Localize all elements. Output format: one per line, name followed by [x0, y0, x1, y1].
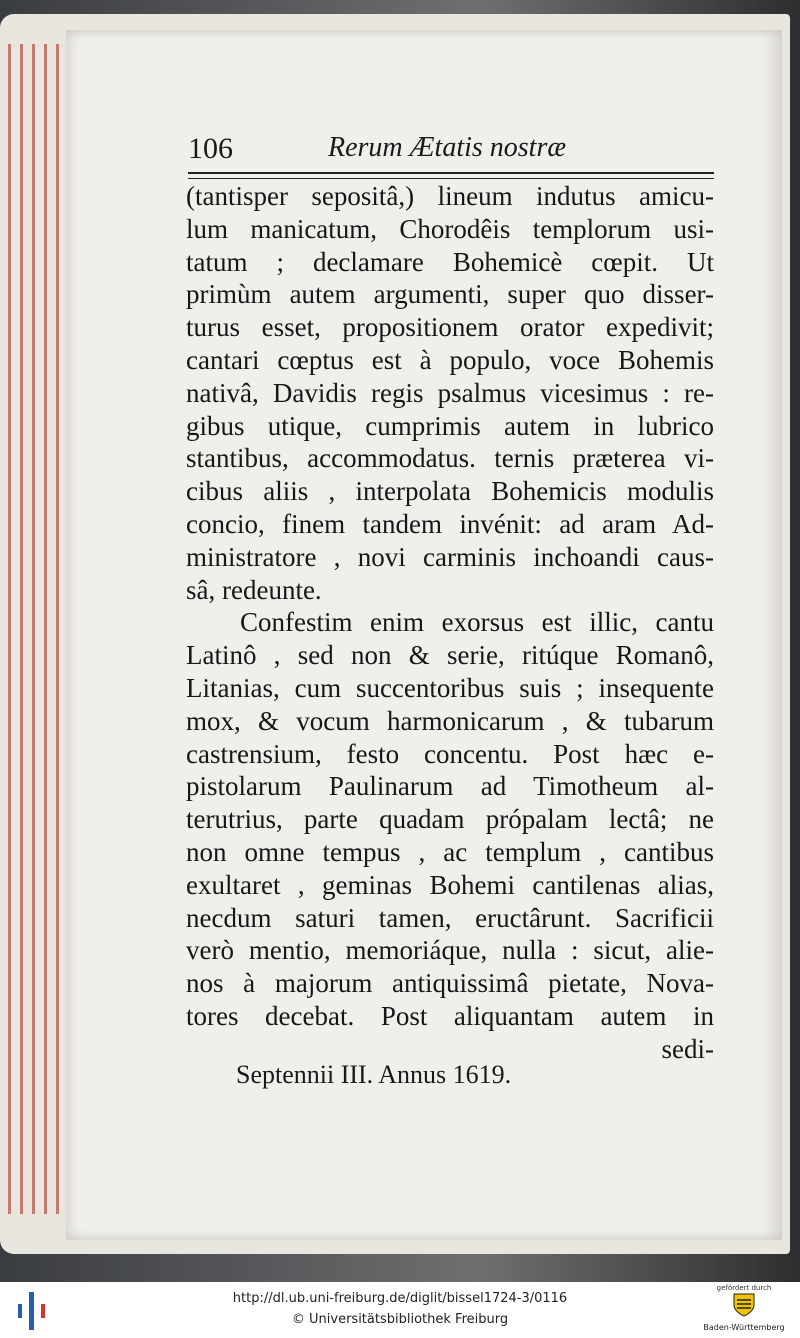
- page-number: 106: [188, 132, 233, 165]
- text-line: mox, & vocum harmonicarum , & tubarum: [186, 705, 714, 736]
- text-line: Latinô , sed non & serie, ritúque Romanô,: [186, 640, 714, 671]
- text-line: (tantisper sepositâ,) lineum indutus amicu-: [186, 181, 714, 211]
- document-url[interactable]: http://dl.ub.uni-freiburg.de/diglit/bissel1724-3/0116: [232, 1291, 568, 1306]
- text-line: tatum ; declamare Bohemicè cœpit. Ut: [186, 246, 714, 277]
- page-edge: [20, 44, 23, 1214]
- header-rule: [188, 172, 714, 179]
- text-line: non omne tempus , ac templum , cantibus: [186, 836, 714, 867]
- body-text: [186, 180, 714, 1066]
- page-header: [188, 132, 714, 172]
- text-line: necdum saturi tamen, eructârunt. Sacrificii: [186, 902, 714, 933]
- text-line: stantibus, accommodatus. ternis præterea vi-: [186, 443, 714, 474]
- text-line: gibus utique, cumprimis autem in lubrico: [186, 410, 714, 441]
- page-edge: [32, 44, 35, 1214]
- text-line: ministratore , novi carminis inchoandi caus-: [186, 541, 714, 572]
- text-line: turus esset, propositionem orator expedivit;: [186, 312, 714, 343]
- text-line: Litanias, cum succentoribus suis ; insequente: [186, 672, 714, 703]
- page-edge: [8, 44, 11, 1214]
- catchword: sedi-: [661, 1033, 714, 1064]
- text-line: sâ, redeunte.: [186, 574, 322, 605]
- text-line: exultaret , geminas Bohemi cantilenas alias,: [186, 869, 714, 900]
- text-line: primùm autem argumenti, super quo disser-: [186, 279, 714, 310]
- text-line: pistolarum Paulinarum ad Timotheum al-: [186, 771, 714, 802]
- signature-line: Septennii III. Annus 1619.: [236, 1060, 512, 1089]
- text-line: verò mentio, memoriáque, nulla : sicut, alie-: [186, 935, 714, 966]
- text-line: cantari cœptus est à populo, voce Bohemis: [186, 344, 714, 375]
- copyright-notice: © Universitätsbibliothek Freiburg: [291, 1312, 509, 1327]
- text-line: lum manicatum, Chorodêis templorum usi-: [186, 213, 714, 244]
- text-line: terutrius, parte quadam própalam lectâ; ne: [186, 804, 714, 835]
- text-line: nativâ, Davidis regis psalmus vicesimus : re-: [186, 377, 714, 408]
- page-edge: [56, 44, 59, 1214]
- text-line: tores decebat. Post aliquantam autem in: [186, 1000, 714, 1031]
- text-line: castrensium, festo concentu. Post hæc e-: [186, 738, 714, 769]
- text-line: concio, finem tandem invénit: ad aram Ad-: [186, 508, 714, 539]
- text-line: nos à majorum antiquissimâ pietate, Nova-: [186, 968, 714, 999]
- viewer-footer: [0, 1282, 800, 1338]
- running-head: Rerum Ætatis nostræ: [328, 132, 567, 163]
- sponsor-name: Baden-Württemberg: [703, 1323, 785, 1332]
- sponsor-caption: gefördert durch: [716, 1284, 772, 1292]
- page-edge: [44, 44, 47, 1214]
- sponsor-logo: [694, 1284, 794, 1338]
- text-line: cibus aliis , interpolata Bohemicis modulis: [186, 476, 714, 507]
- text-line: Confestim enim exorsus est illic, cantu: [240, 607, 714, 638]
- coat-of-arms-icon: [732, 1292, 756, 1318]
